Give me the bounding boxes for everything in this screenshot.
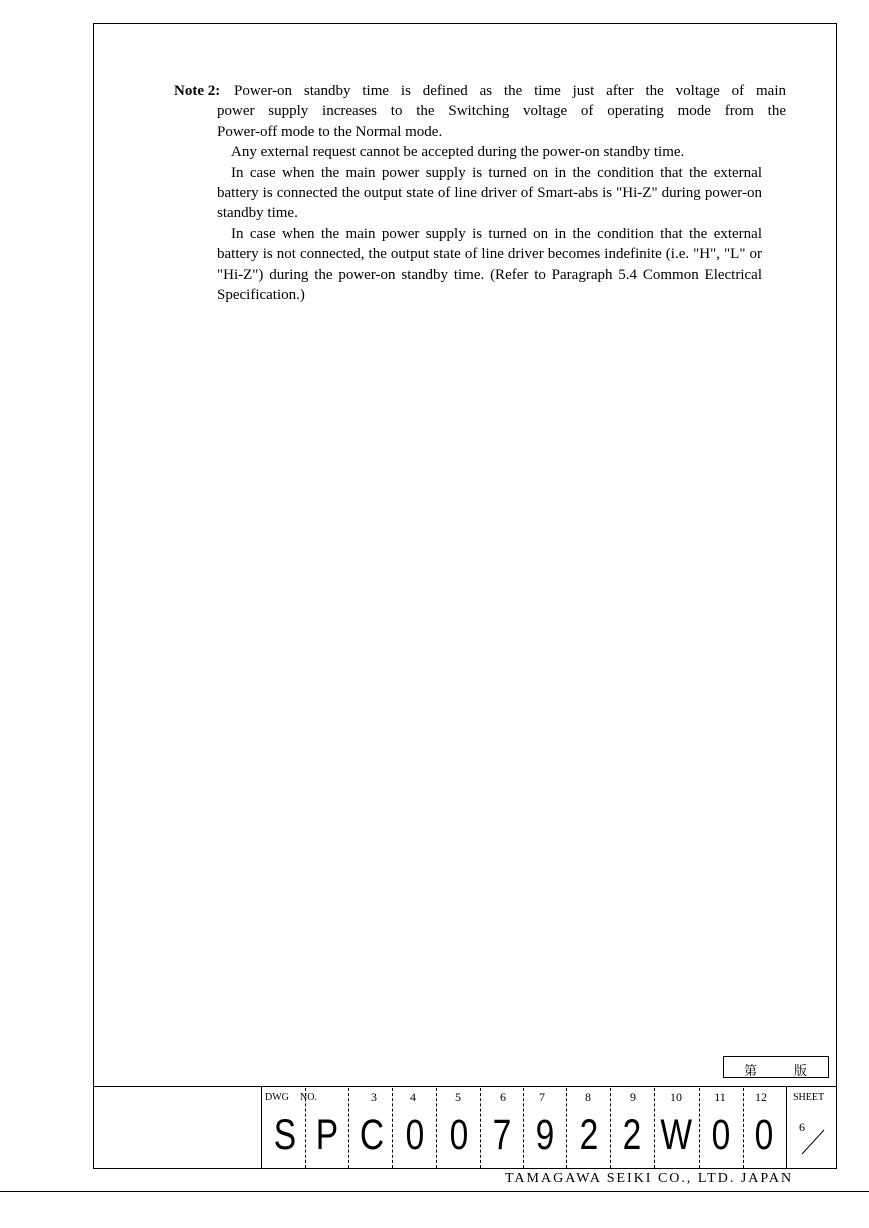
drawing-number-char: S: [273, 1111, 297, 1159]
drawing-number-char: 2: [579, 1111, 599, 1159]
column-number: 11: [714, 1090, 726, 1104]
drawing-number-char: P: [315, 1111, 339, 1159]
column-number: 10: [670, 1090, 682, 1104]
drawing-number-char: W: [660, 1111, 693, 1159]
revision-left: 第: [744, 1063, 758, 1078]
note-line-2: power supply increases to the Switching voltage of operating mode from the: [217, 103, 786, 120]
revision-right: 版: [794, 1063, 808, 1078]
column-number: 8: [585, 1090, 591, 1104]
no-label: NO.: [300, 1092, 317, 1103]
title-block-left-border: [261, 1086, 262, 1168]
column-number: 4: [410, 1090, 416, 1104]
char-divider: [699, 1088, 700, 1168]
note-line-3: Power-off mode to the Normal mode.: [217, 123, 443, 140]
drawing-number-char: 0: [711, 1111, 731, 1159]
column-number: 12: [755, 1090, 767, 1104]
drawing-number-char: 9: [535, 1111, 555, 1159]
sheet-column-border: [786, 1086, 787, 1168]
company-name: TAMAGAWA SEIKI CO., LTD. JAPAN: [505, 1171, 794, 1186]
note-2: [174, 81, 786, 305]
char-divider: [392, 1088, 393, 1168]
note-body: [217, 101, 786, 305]
title-block-divider: [93, 1086, 837, 1087]
note-paragraph-3: In case when the main power supply is turned on in the condition that the external battery is connected the output state of line driver of Smart-abs is "Hi-Z" during power-on standby time.: [217, 164, 762, 222]
note-first-line: Power-on standby time is defined as the time just after the voltage of main: [234, 83, 786, 99]
drawing-number-char: 0: [754, 1111, 774, 1159]
revision-box: [723, 1056, 829, 1078]
char-divider: [654, 1088, 655, 1168]
drawing-number-char: 7: [492, 1111, 512, 1159]
sheet-slash-icon: [800, 1126, 830, 1156]
note-paragraph-4: In case when the main power supply is turned on in the condition that the external battery is not connected, the output state of line driver becomes indefinite (i.e. "H", "L" or "Hi-Z") during the power-on standby time. (Refer to Paragraph 5.4 Common Electrical Specification.): [217, 225, 762, 304]
char-divider: [743, 1088, 744, 1168]
drawing-number-char: 0: [405, 1111, 425, 1159]
drawing-number-char: 2: [622, 1111, 642, 1159]
char-divider: [523, 1088, 524, 1168]
page-bottom-rule: [0, 1191, 869, 1192]
char-divider: [348, 1088, 349, 1168]
char-divider: [610, 1088, 611, 1168]
sheet-number: 6: [799, 1120, 805, 1134]
column-number: 9: [630, 1090, 636, 1104]
column-number: 3: [371, 1090, 377, 1104]
drawing-number-char: 0: [449, 1111, 469, 1159]
column-number: 5: [455, 1090, 461, 1104]
sheet-label: SHEET: [793, 1092, 825, 1103]
note-label: Note 2:: [174, 83, 221, 99]
drawing-number-char: C: [359, 1111, 385, 1159]
char-divider: [436, 1088, 437, 1168]
dwg-label: DWG: [265, 1092, 289, 1103]
column-number: 7: [539, 1090, 545, 1104]
column-number: 6: [500, 1090, 506, 1104]
note-paragraph-2: Any external request cannot be accepted during the power-on standby time.: [231, 144, 685, 161]
char-divider: [480, 1088, 481, 1168]
char-divider: [566, 1088, 567, 1168]
